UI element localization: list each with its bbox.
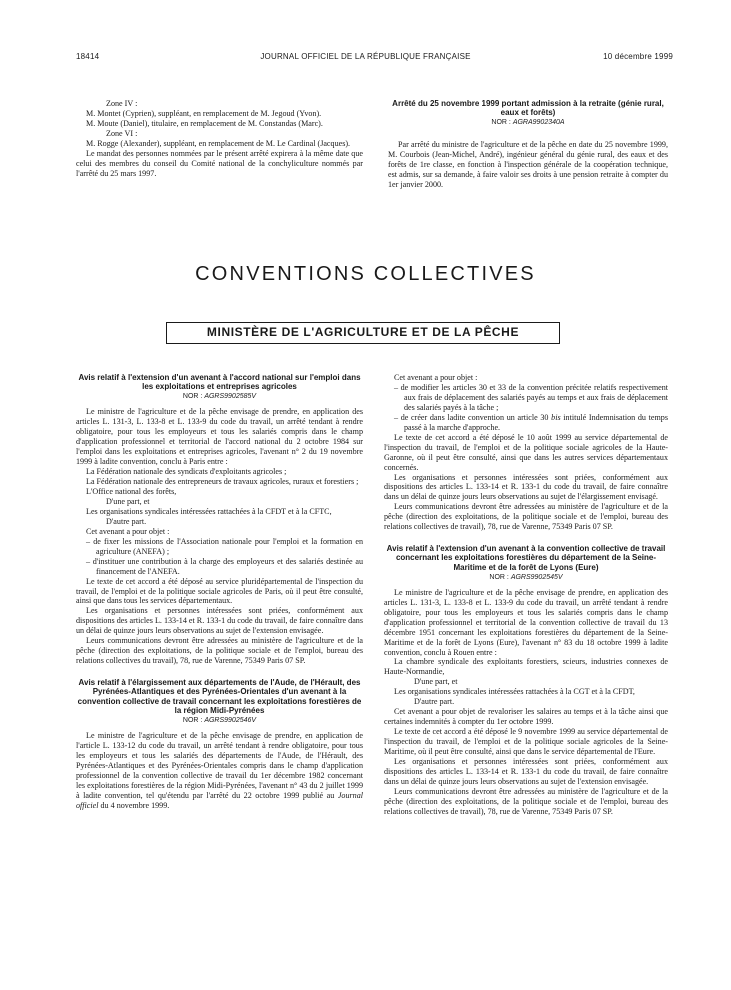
article-title: Avis relatif à l'élargissement aux départements de l'Aude, de l'Hérault, des Pyrénées-Atlantiques et des Pyrénées-Orientales d'un avenant à la convention collective de travail concernant les exploitations forestières de la région Midi-Pyrénées <box>77 678 362 715</box>
issue-date: 10 décembre 1999 <box>603 52 673 61</box>
paragraph: Cet avenant a pour objet : <box>394 373 478 382</box>
paragraph: Leurs communications devront être adressées au ministère de l'agriculture et de la pêche (direction des exploitations, de la politique sociale et de l'emploi, bureau des relations collectives du travail), 78, rue de Varenne, 75349 Paris 07 SP. <box>76 636 363 666</box>
paragraph: Le ministre de l'agriculture et de la pêche envisage de prendre, en application des articles L. 131-3, L. 133-8 et L. 133-9 du code du travail, un arrêté tendant à rendre obligatoire, pour tous les employeurs et tous les salariés compris dans le champ d'application professionnel et territorial de la convention collective de travail du 13 décembre 1951 concernant les exploitations forestières du département de la Seine-Maritime et de la forêt de Lyons (Eure), l'avenant n° 83 du 18 octobre 1999 à ladite convention, conclu à Rouen entre : <box>384 587 668 657</box>
nor-reference: NOR : AGRS9902585V <box>182 393 257 401</box>
ministry-heading: MINISTÈRE DE L'AGRICULTURE ET DE LA PÊCHE <box>166 322 560 344</box>
paragraph: Le texte de cet accord a été déposé le 9 novembre 1999 au service départemental de l'inspection du travail, de l'emploi et de la politique sociale agricoles de la Seine-Maritime, où il peut être consulté, ainsi que dans le service départemental de l'Eure. <box>384 727 668 757</box>
section-title: CONVENTIONS COLLECTIVES <box>195 263 536 285</box>
paragraph: D'autre part. <box>106 516 147 526</box>
paragraph: Le ministre de l'agriculture et de la pêche envisage de prendre, en application des articles L. 131-3, L. 133-8 et L. 133-9 du code du travail, un arrêté tendant à rendre obligatoire, pour tous les employeurs et tous les salariés compris dans le champ d'application professionnel et territorial de l'accord national du 2 octobre 1984 sur l'emploi dans les exploitations et entreprises agricoles, l'avenant n° 2 du 19 novembre 1999 à ladite convention, conclu à Paris entre : <box>76 407 363 467</box>
paragraph: Leurs communications devront être adressées au ministère de l'agriculture et de la pêche (direction des exploitations, de la politique sociale et de l'emploi, bureau des relations collectives de travail), 78, rue de Varenne, 75349 Paris 07 SP. <box>384 786 668 816</box>
paragraph: Leurs communications devront être adressées au ministère de l'agriculture et de la pêche (direction des exploitations, de la politique sociale et de l'emploi, bureau des relations collectives de travail), 78, rue de Varenne, 75349 Paris 07 SP. <box>384 502 668 532</box>
retirement-decree <box>388 99 668 190</box>
paragraph: Par arrêté du ministre de l'agriculture et de la pêche en date du 25 novembre 1999, M. Courbois (Jean-Michel, André), ingénieur général du génie rural, des eaux et des forêts de 1re classe, en fonction à l'inspection générale de la coopération technique, est admis, sur sa demande, à faire valoir ses droits à une pension retraite à compter du 1er janvier 2000. <box>388 140 668 190</box>
article-title: Avis relatif à l'extension d'un avenant à l'accord national sur l'emploi dans les exploitations et entreprises agricoles <box>78 373 361 392</box>
paragraph: D'une part, et <box>414 677 458 687</box>
list-item: – de modifier les articles 30 et 33 de la convention précitée relatifs respectivement aux frais de déplacement des salariés payés au temps et aux frais de déplacement des salariés payés à la tâche ; <box>394 382 668 412</box>
paragraph: Le texte de cet accord a été déposé le 10 août 1999 au service départemental de l'inspection du travail, de l'emploi et de la politique sociale agricoles de la Haute-Garonne, où il peut être consulté, ainsi que dans les autres services départementaux concernés. <box>384 432 668 472</box>
zone-appointments <box>76 99 363 179</box>
paragraph: La Fédération nationale des entrepreneurs de travaux agricoles, ruraux et forestiers ; <box>86 477 359 487</box>
list-item: – d'instituer une contribution à la charge des employeurs et des salariés destinée au financement de l'ANEFA. <box>86 556 363 576</box>
paragraph: D'autre part. <box>414 697 455 707</box>
paragraph: Les organisations syndicales intéressées rattachées à la CFDT et à la CFTC, <box>86 506 332 516</box>
paragraph: Les organisations et personnes intéressées sont priées, conformément aux dispositions des articles L. 133-14 et R. 133-1 du code du travail, de faire connaître dans un délai de quinze jours leurs observations au sujet de l'extension envisagée. <box>384 757 668 786</box>
paragraph: Le mandat des personnes nommées par le présent arrêté expirera à la même date que celui des membres du conseil du Comité national de la conchyliculture nommés par l'arrêté du 25 mars 1997. <box>76 148 363 178</box>
paragraph: M. Montet (Cyprien), suppléant, en remplacement de M. Jegoud (Yvon). <box>86 108 322 118</box>
right-column <box>384 373 668 817</box>
page-number: 18414 <box>76 52 100 61</box>
list-item: – de créer dans ladite convention un article 30 bis intitulé Indemnisation du temps passé à la marche d'approche. <box>394 412 668 432</box>
paragraph: La Fédération nationale des syndicats d'exploitants agricoles ; <box>86 467 287 477</box>
paragraph: La chambre syndicale des exploitants forestiers, scieurs, industries connexes de Haute-Normandie, <box>384 657 668 677</box>
zone-iv-heading: Zone IV : <box>106 99 138 108</box>
paragraph: M. Moute (Daniel), titulaire, en remplacement de M. Constandas (Marc). <box>86 118 323 128</box>
paragraph: Le texte de cet accord a été déposé au service pluridépartemental de l'inspection du travail, de l'emploi et de la politique sociale agricoles de Paris, où il peut être consulté, ainsi que dans tous les services départementaux. <box>76 576 363 606</box>
nor-reference: NOR : AGRS9902546V <box>182 716 257 724</box>
paragraph: Les organisations et personnes intéressées sont priées, conformément aux dispositions des articles L. 133-14 et R. 133-1 du code du travail, de faire connaître dans un délai de quinze jours leurs observations au sujet de l'extension envisagée. <box>76 606 363 636</box>
nor-reference: NOR : AGRA9902340A <box>491 119 565 127</box>
paragraph: M. Rogge (Alexander), suppléant, en remplacement de M. Le Cardinal (Jacques). <box>86 138 351 148</box>
paragraph: L'Office national des forêts, <box>86 486 177 496</box>
paragraph: Les organisations syndicales intéressées rattachées à la CGT et à la CFDT, <box>394 687 635 697</box>
list-item: – de fixer les missions de l'Association nationale pour l'emploi et la formation en agriculture (ANEFA) ; <box>86 536 363 556</box>
nor-reference: NOR : AGRS9902545V <box>489 573 563 581</box>
paragraph: D'une part, et <box>106 496 150 506</box>
paragraph: Les organisations et personnes intéressées sont priées, conformément aux dispositions des articles L. 133-14 et R. 133-1 du code du travail, de faire connaître dans un délai de quinze jours leurs observations au sujet de l'élargissement envisagé. <box>384 472 668 502</box>
paragraph: Cet avenant a pour objet : <box>86 526 170 536</box>
article-title: Arrêté du 25 novembre 1999 portant admission à la retraite (génie rural, eaux et forêts) <box>392 99 664 118</box>
zone-vi-heading: Zone VI : <box>106 128 138 138</box>
article-title: Avis relatif à l'extension d'un avenant à la convention collective de travail concernant les exploitations forestières du département de la Seine-Maritime et de la forêt de Lyons (Eure) <box>386 544 666 572</box>
left-column <box>76 373 363 811</box>
paragraph: Cet avenant a pour objet de revaloriser les salaires au temps et à la tâche ainsi que certaines indemnités à compter du 1er octobre 1999. <box>384 707 668 727</box>
journal-title: JOURNAL OFFICIEL DE LA RÉPUBLIQUE FRANÇAISE <box>260 52 471 61</box>
paragraph: Le ministre de l'agriculture et de la pêche envisage de prendre, en application de l'article L. 133-12 du code du travail, un arrêté tendant à rendre obligatoire, pour tous les employeurs et tous les salariés des départements de l'Aude, de l'Hérault, des Pyrénées-Atlantiques et des Pyrénées-Orientales compris dans le champ d'application professionnel de la convention collective de travail du 1er décembre 1982 concernant les exploitations forestières de la région Midi-Pyrénées, l'avenant n° 43 du 2 juillet 1999 à ladite convention, tel qu'étendu par l'arrêté du 22 octobre 1999 publié au Journal officiel du 4 novembre 1999. <box>76 730 363 810</box>
